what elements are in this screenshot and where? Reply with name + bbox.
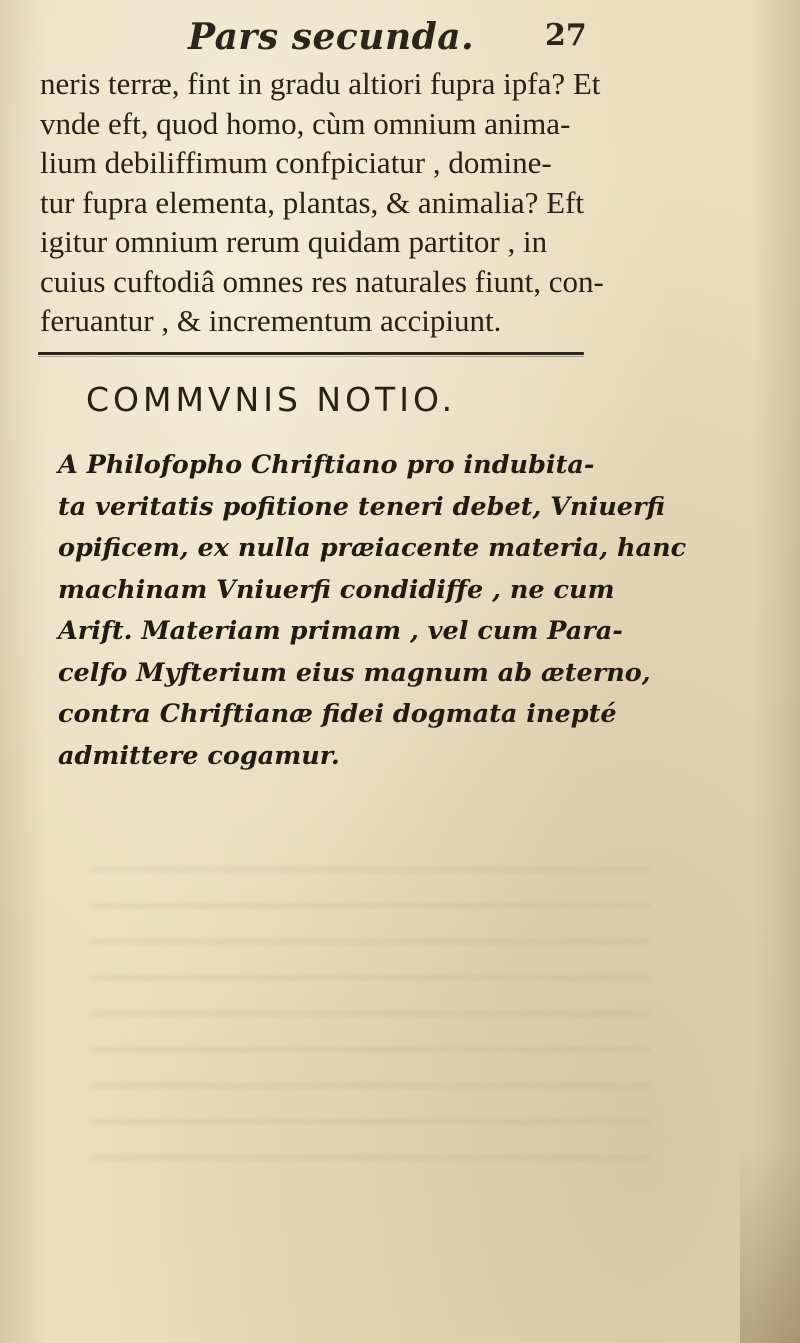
italic-line: A Philofopho Chriftiano pro indubita- bbox=[58, 450, 595, 480]
body-line: lium debiliffimum confpiciatur , domine- bbox=[40, 145, 552, 180]
body-line: tur fupra elementa, plantas, & animalia? Eft bbox=[40, 184, 584, 220]
running-head bbox=[0, 12, 800, 62]
italic-line: Arift. Materiam primam , vel cum Para- bbox=[58, 616, 623, 646]
page-edge-stain bbox=[740, 1143, 800, 1343]
body-line: cuius cuftodiâ omnes res naturales fiunt, con- bbox=[40, 263, 604, 299]
italic-line: machinam Vniuerfi condidiffe , ne cum bbox=[58, 574, 615, 605]
body-line: vnde eft, quod homo, cùm omnium anima- bbox=[40, 105, 571, 141]
body-line: igitur omnium rerum quidam partitor , in bbox=[40, 224, 548, 259]
show-through-bleed bbox=[90, 860, 650, 1190]
italic-line: ta veritatis pofitione teneri debet, Vniuerfi bbox=[58, 491, 665, 522]
italic-paragraph bbox=[58, 445, 687, 777]
italic-line: opificem, ex nulla præiacente materia, hanc bbox=[58, 533, 687, 563]
body-line: feruantur , & incrementum accipiunt. bbox=[40, 303, 502, 338]
section-heading: COMMVNIS NOTIO. bbox=[86, 380, 457, 419]
italic-line: celfo Myfterium eius magnum ab æterno, bbox=[58, 657, 651, 688]
italic-line: admittere cogamur. bbox=[58, 740, 340, 771]
horizontal-rule bbox=[38, 352, 584, 355]
body-paragraph bbox=[40, 64, 620, 341]
running-title: Pars secunda. bbox=[188, 16, 475, 58]
body-line: neris terræ, fint in gradu altiori fupra ipfa? Et bbox=[40, 66, 601, 101]
italic-line: contra Chriftianæ fidei dogmata inepté bbox=[58, 699, 617, 729]
page-number: 27 bbox=[545, 18, 587, 53]
